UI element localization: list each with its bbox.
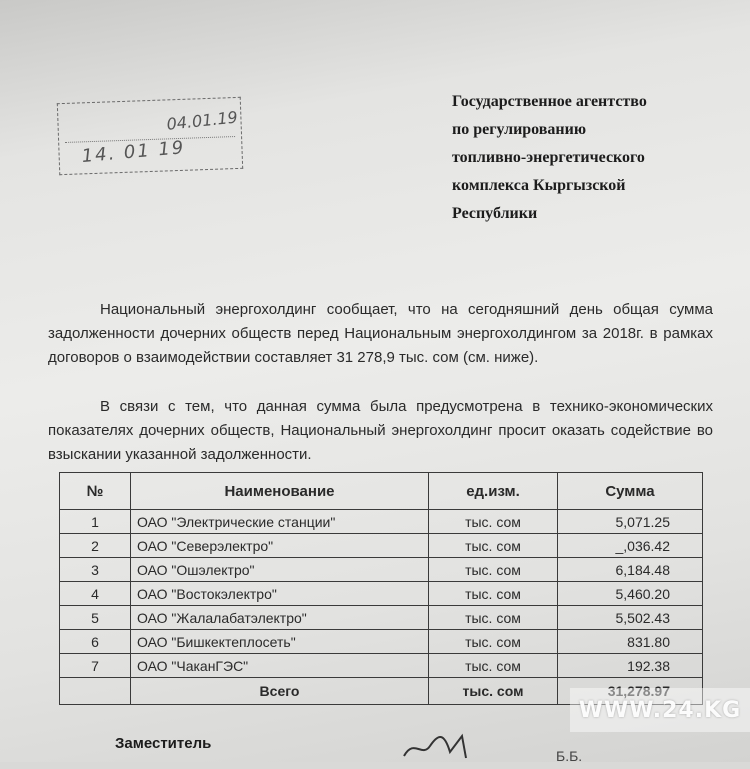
signer-title: Заместитель <box>115 735 212 752</box>
signer-initials: Б.Б. <box>556 748 583 764</box>
body-paragraph-1: Национальный энергохолдинг сообщает, что на сегодняшний день общая сумма задолженности дочерних обществ перед Национальным энергохолдингом за 2018г. в рамках договоров о взаимодействии составляет 31 278,9 тыс. сом (см. ниже). <box>48 301 713 366</box>
table-row <box>60 630 703 654</box>
row-name: ОАО "Бишкектеплосеть" <box>131 630 429 654</box>
header-num: № <box>60 473 131 510</box>
row-unit: тыс. сом <box>429 534 558 558</box>
site-watermark: WWW.24.KG <box>570 688 750 732</box>
stamp-date-registered: 14. 01 19 <box>80 137 187 168</box>
addressee-block <box>452 88 722 228</box>
row-sum: 5,071.25 <box>558 510 703 534</box>
row-name: ОАО "ЧаканГЭС" <box>131 654 429 678</box>
row-num: 6 <box>60 630 131 654</box>
row-name: ОАО "Северэлектро" <box>131 534 429 558</box>
row-sum: 6,184.48 <box>558 558 703 582</box>
row-sum: 5,460.20 <box>558 582 703 606</box>
row-unit: тыс. сом <box>429 582 558 606</box>
table-row <box>60 558 703 582</box>
stamp-date-handwritten: 04.01.19 <box>165 107 239 134</box>
row-name: ОАО "Востокэлектро" <box>131 582 429 606</box>
row-unit: тыс. сом <box>429 630 558 654</box>
row-unit: тыс. сом <box>429 558 558 582</box>
body-paragraph-2: В связи с тем, что данная сумма была предусмотрена в технико-экономических показателях дочерних обществ, Национальный энергохолдинг просит оказать содействие во взыскании указанной задолженности. <box>48 398 713 463</box>
row-num: 2 <box>60 534 131 558</box>
row-num: 1 <box>60 510 131 534</box>
table-row <box>60 654 703 678</box>
row-num: 7 <box>60 654 131 678</box>
row-sum: _,036.42 <box>558 534 703 558</box>
addressee-line-5: Республики <box>452 205 538 222</box>
row-name: ОАО "Электрические станции" <box>131 510 429 534</box>
total-num-cell <box>60 678 131 705</box>
table-header-row <box>60 473 703 510</box>
row-name: ОАО "Жалалабатэлектро" <box>131 606 429 630</box>
total-unit: тыс. сом <box>429 678 558 705</box>
addressee-line-2: по регулированию <box>452 121 587 138</box>
registration-stamp <box>57 97 243 175</box>
header-name: Наименование <box>131 473 429 510</box>
row-num: 3 <box>60 558 131 582</box>
debt-table <box>59 472 703 705</box>
header-unit: ед.изм. <box>429 473 558 510</box>
addressee-line-3: топливно-энергетического <box>452 149 645 166</box>
handwritten-signature <box>400 728 490 769</box>
addressee-line-4: комплекса Кыргызской <box>452 177 626 194</box>
table-row <box>60 510 703 534</box>
total-label: Всего <box>131 678 429 705</box>
row-sum: 831.80 <box>558 630 703 654</box>
table-row <box>60 534 703 558</box>
row-unit: тыс. сом <box>429 654 558 678</box>
row-num: 4 <box>60 582 131 606</box>
table-row <box>60 606 703 630</box>
table-row <box>60 582 703 606</box>
row-num: 5 <box>60 606 131 630</box>
row-sum: 5,502.43 <box>558 606 703 630</box>
header-sum: Сумма <box>558 473 703 510</box>
row-unit: тыс. сом <box>429 606 558 630</box>
row-name: ОАО "Ошэлектро" <box>131 558 429 582</box>
addressee-line-1: Государственное агентство <box>452 93 647 110</box>
total-sum: 31,278.97 <box>558 678 703 705</box>
row-unit: тыс. сом <box>429 510 558 534</box>
row-sum: 192.38 <box>558 654 703 678</box>
